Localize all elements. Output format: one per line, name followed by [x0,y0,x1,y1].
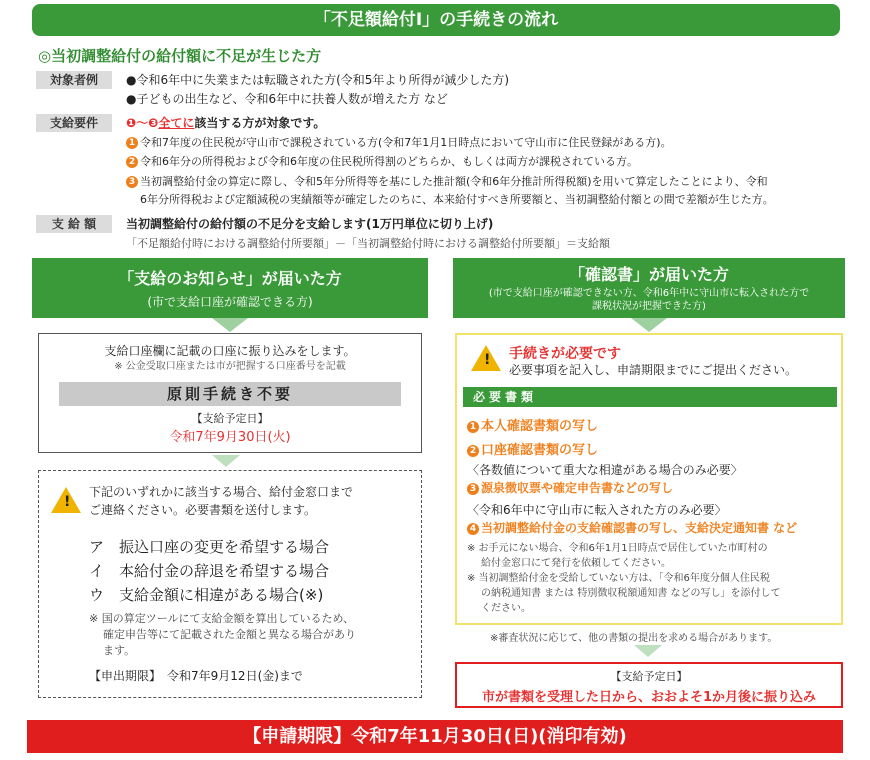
left-scheduled-label: 【支給予定日】 [191,412,269,425]
number-badge: 3 [467,483,479,495]
eligible-item-1: ●令和6年中に失業または転職された方(令和5年より所得が減少した方) [126,73,510,87]
deadline-label: 【申出期限】 [89,669,156,683]
right-scheduled-text: 市が書類を受理した日から、おおよそ1か月後に振り込み [481,690,817,705]
left-box2-line1: 下記のいずれかに該当する場合、給付金窓口まで [89,485,354,499]
requirement-3-cont: 6年分所得税および定額減税の実績額等が確定したのちに、本来給付すべき所要額と、当初調整給付額との間で差額が生じた方。 [140,193,774,206]
right-header [453,258,845,318]
case-item [89,559,329,583]
left-box1-line1: 支給口座欄に記載の口座に振り込みをします。 [104,344,356,358]
left-box1-note: ※ 公金受取口座または市が把握する口座番号を記載 [114,361,346,372]
required-docs-band: 必要書類 [463,387,837,407]
application-deadline-banner: 【申請期限】令和7年11月30日(日)(消印有効) [27,720,843,753]
page-title: 「不足額給付Ⅰ」の手続きの流れ [32,4,840,36]
requirement-2 [126,153,638,170]
right-scheduled-label: 【支給予定日】 [610,670,688,683]
case-kana: ウ [89,586,105,604]
warning-icon: ! [471,345,501,371]
section-heading: ◎当初調整給付の給付額に不足が生じた方 [38,47,322,65]
case-text: 支給金額に相違がある場合(※) [119,586,324,604]
case-kana: ア [89,538,105,556]
requirement-1 [126,134,672,151]
doc-text: 当初調整給付金の支給確認書の写し、支給決定通知書 など [481,521,798,535]
note-line: 確定申告等にて記載された金額と異なる場合があり [103,628,356,641]
arrow-down-icon [631,318,667,332]
right-procedure-box [455,333,843,625]
doc-text: 本人確認書類の写し [481,419,599,434]
doc-text: 口座確認書類の写し [481,443,599,458]
left-header-sub: (市で支給口座が確認できる方) [147,295,313,309]
doc-item-2 [467,439,598,458]
case-item [89,535,329,559]
amount-formula: 「不足額給付時における調整給付所要額」－「当初調整給付時における調整給付所要額」＝支給額 [126,237,610,250]
left-header-title: 「支給のお知らせ」が届いた方 [118,269,342,288]
condition-1: 〈各数値について重大な相違がある場合のみ必要〉 [467,463,743,477]
note-line: ます。 [103,644,136,657]
review-note: ※審査状況に応じて、他の書類の提出を求める場合があります。 [490,633,778,644]
right-header-title: 「確認書」が届いた方 [568,265,729,284]
eligible-label: 対象者例 [36,71,112,89]
left-note [89,611,356,659]
left-contact-box [38,470,422,698]
number-badge: 2 [126,156,138,168]
amount-label: 支 給 額 [36,215,112,233]
arrow-down-icon [634,645,662,657]
case-item [89,583,329,607]
left-box2-line2: ご連絡ください。必要書類を送付します。 [89,503,317,517]
note-line: 給付金窓口にて発行を依頼してください。 [481,558,671,569]
condition-2: 〈令和6年中に守山市に転入された方のみ必要〉 [467,503,727,517]
procedure-sub: 必要事項を記入し、申請期限までにご提出ください。 [509,363,798,377]
requirements-lead [126,114,325,132]
doc-item-4 [467,519,797,536]
requirements-lead-rest: 該当する方が対象です。 [194,116,326,130]
number-badge: 1 [126,137,138,149]
right-scheduled-box [455,662,843,708]
case-kana: イ [89,562,105,580]
right-header-sub1: (市で支給口座が確認できない方、令和6年中に守山市に転入された方で [488,288,810,299]
doc-item-1 [467,415,598,434]
arrow-down-icon [212,455,240,467]
number-badge: 4 [467,523,479,535]
left-notice-box [38,333,422,453]
arrow-down-icon [212,318,248,332]
requirement-text: 当初調整給付金の算定に際し、令和5年分所得等を基にした推計額(令和6年分推計所得税額)を用いて算定したことにより、令和 [140,175,768,188]
number-badge: 2 [467,445,479,457]
requirement-3 [126,173,768,190]
case-text: 本給付金の辞退を希望する場合 [119,562,330,580]
deadline-value: 令和7年9月12日(金)まで [167,669,303,683]
amount-text: 当初調整給付の給付額の不足分を支給します(1万円単位に切り上げ) [126,217,494,231]
note-line: ※ お手元にない場合、令和6年1月1日時点で居住していた市町村の [467,543,768,554]
right-notes [467,541,781,616]
right-header-sub2: 課税状況が把握できた方) [592,301,706,312]
requirements-label: 支給要件 [36,114,112,132]
no-procedure-band: 原則手続き不要 [59,382,401,406]
procedure-required: 手続きが必要です [509,346,621,362]
number-badge: 1 [467,421,479,433]
eligible-item-2: ●子どもの出生など、令和6年中に扶養人数が増えた方 など [126,92,448,106]
requirement-text: 令和6年分の所得税および令和6年度の住民税所得割のどちらか、もしくは両方が課税されている方。 [140,155,638,168]
number-badge: 3 [126,176,138,188]
note-line: の納税通知書 または 特別徴収税額通知書 などの写し」を添付して [481,588,781,599]
note-line: ください。 [481,603,531,614]
case-text: 振込口座の変更を希望する場合 [119,538,330,556]
case-list [89,535,329,607]
left-scheduled-date: 令和7年9月30日(火) [169,430,291,445]
note-line: ※ 国の算定ツールにて支給金額を算出しているため、 [89,612,355,625]
doc-item-3 [467,479,673,496]
requirements-all: 全てに [158,116,195,130]
note-line: ※ 当初調整給付金を受給していない方は、「令和6年度分個人住民税 [467,573,770,584]
requirement-text: 令和7年度の住民税が守山市で課税されている方(令和7年1月1日時点において守山市に住民登録がある方)。 [140,136,672,149]
warning-icon: ! [51,487,81,513]
requirements-range: ❶～❸ [126,116,159,130]
doc-text: 源泉徴収票や確定申告書などの写し [481,481,674,495]
left-deadline [89,667,303,685]
left-header [32,258,428,318]
